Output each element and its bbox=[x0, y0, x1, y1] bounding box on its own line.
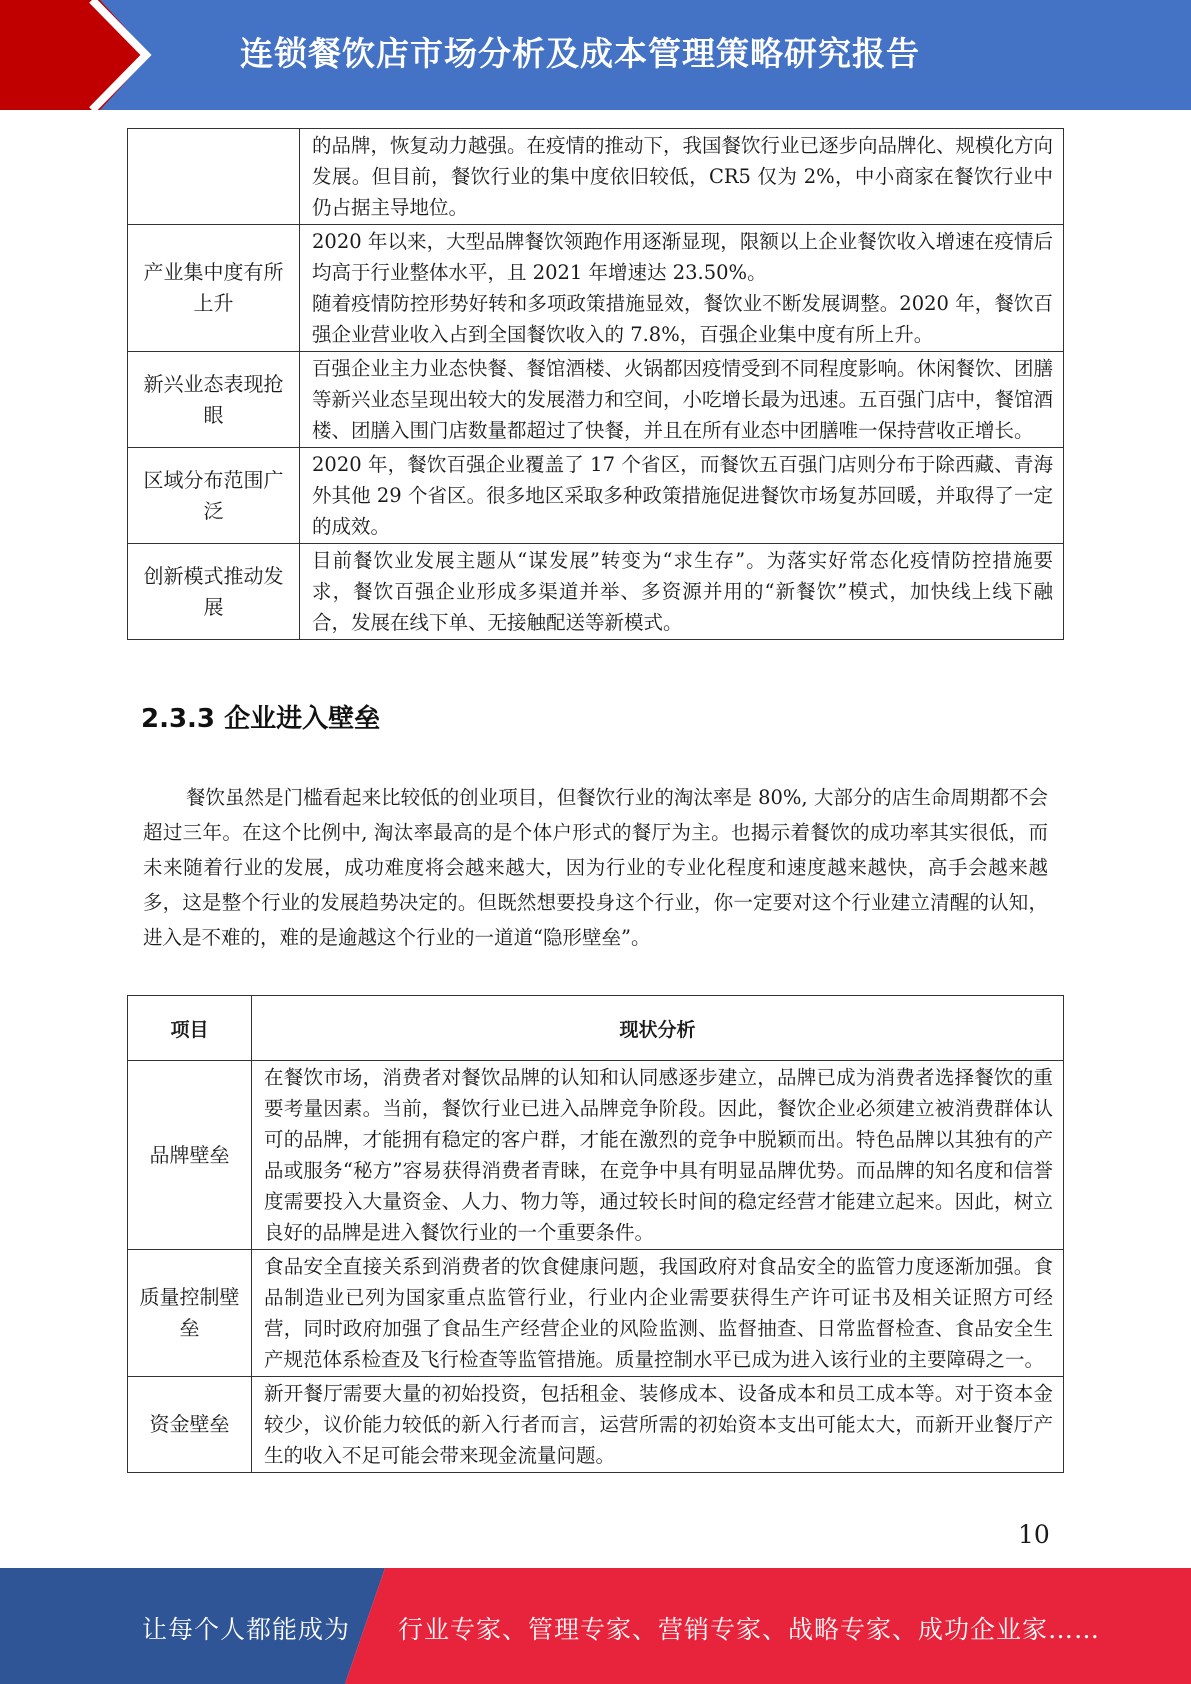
report-title: 连锁餐饮店市场分析及成本管理策略研究报告 bbox=[240, 34, 920, 73]
table-row bbox=[128, 352, 1064, 448]
table-row bbox=[128, 1377, 1064, 1473]
row-key: 产业集中度有所上升 bbox=[128, 225, 300, 352]
row-key: 新兴业态表现抢眼 bbox=[128, 352, 300, 448]
row-value: 的品牌，恢复动力越强。在疫情的推动下，我国餐饮行业已逐步向品牌化、规模化方向发展。但目前，餐饮行业的集中度依旧较低，CR5 仅为 2%，中小商家在餐饮行业中仍占据主导地位。 bbox=[300, 129, 1064, 225]
row-value-paragraph: 2020 年以来，大型品牌餐饮领跑作用逐渐显现，限额以上企业餐饮收入增速在疫情后均高于行业整体水平，且 2021 年增速达 23.50%。 bbox=[312, 230, 1053, 284]
row-key: 区域分布范围广泛 bbox=[128, 448, 300, 544]
row-value: 2020 年，餐饮百强企业覆盖了 17 个省区，而餐饮五百强门店则分布于除西藏、青海外其他 29 个省区。很多地区采取多种政策措施促进餐饮市场复苏回暖，并取得了一定的成效。 bbox=[300, 448, 1064, 544]
row-key: 创新模式推动发展 bbox=[128, 544, 300, 640]
industry-trends-table bbox=[127, 128, 1064, 640]
row-value bbox=[300, 225, 1064, 352]
row-value: 新开餐厅需要大量的初始投资，包括租金、装修成本、设备成本和员工成本等。对于资本金较少，议价能力较低的新入行者而言，运营所需的初始资本支出可能太大，而新开业餐厅产生的收入不足可能会带来现金流量问题。 bbox=[252, 1377, 1064, 1473]
section-heading: 2.3.3 企业进入壁垒 bbox=[141, 704, 381, 734]
table-header-row bbox=[128, 996, 1064, 1061]
page-header bbox=[0, 0, 1191, 110]
table-row bbox=[128, 448, 1064, 544]
table-row bbox=[128, 544, 1064, 640]
body-paragraph: 餐饮虽然是门槛看起来比较低的创业项目，但餐饮行业的淘汰率是 80%, 大部分的店生命周期都不会超过三年。在这个比例中, 淘汰率最高的是个体户形式的餐厅为主。也揭示着餐饮的成功率其实很低，而未来随着行业的发展，成功难度将会越来越大，因为行业的专业化程度和速度越来越快，高手会越来越多，这是整个行业的发展趋势决定的。但既然想要投身这个行业，你一定要对这个行业建立清醒的认知，进入是不难的，难的是逾越这个行业的一道道“隐形壁垒”。 bbox=[143, 786, 1048, 949]
page-footer bbox=[0, 1568, 1191, 1684]
table-row bbox=[128, 225, 1064, 352]
footer-slogan-left: 让每个人都能成为 bbox=[142, 1615, 351, 1644]
row-key: 品牌壁垒 bbox=[128, 1061, 252, 1250]
column-header-analysis: 现状分析 bbox=[252, 996, 1064, 1061]
entry-barriers-table bbox=[127, 995, 1064, 1473]
row-value: 目前餐饮业发展主题从“谋发展”转变为“求生存”。为落实好常态化疫情防控措施要求，餐饮百强企业形成多渠道并举、多资源并用的“新餐饮”模式，加快线上线下融合，发展在线下单、无接触配送等新模式。 bbox=[300, 544, 1064, 640]
row-key bbox=[128, 129, 300, 225]
table-row bbox=[128, 1061, 1064, 1250]
row-value-paragraph: 随着疫情防控形势好转和多项政策措施显效，餐饮业不断发展调整。2020 年，餐饮百强企业营业收入占到全国餐饮收入的 7.8%，百强企业集中度有所上升。 bbox=[312, 292, 1053, 346]
footer-slogan-right: 行业专家、管理专家、营销专家、战略专家、成功企业家…… bbox=[398, 1615, 1101, 1644]
row-key: 质量控制壁垒 bbox=[128, 1250, 252, 1377]
row-value: 在餐饮市场，消费者对餐饮品牌的认知和认同感逐步建立，品牌已成为消费者选择餐饮的重要考量因素。当前，餐饮行业已进入品牌竞争阶段。因此，餐饮企业必须建立被消费群体认可的品牌，才能拥有稳定的客户群，才能在激烈的竞争中脱颖而出。特色品牌以其独有的产品或服务“秘方”容易获得消费者青睐，在竞争中具有明显品牌优势。而品牌的知名度和信誉度需要投入大量资金、人力、物力等，通过较长时间的稳定经营才能建立起来。因此，树立良好的品牌是进入餐饮行业的一个重要条件。 bbox=[252, 1061, 1064, 1250]
row-value: 百强企业主力业态快餐、餐馆酒楼、火锅都因疫情受到不同程度影响。休闲餐饮、团膳等新兴业态呈现出较大的发展潜力和空间，小吃增长最为迅速。五百强门店中，餐馆酒楼、团膳入围门店数量都超过了快餐，并且在所有业态中团膳唯一保持营收正增长。 bbox=[300, 352, 1064, 448]
row-key: 资金壁垒 bbox=[128, 1377, 252, 1473]
page-number: 10 bbox=[1018, 1520, 1050, 1549]
column-header-item: 项目 bbox=[128, 996, 252, 1061]
table-row bbox=[128, 129, 1064, 225]
table-row bbox=[128, 1250, 1064, 1377]
row-value: 食品安全直接关系到消费者的饮食健康问题，我国政府对食品安全的监管力度逐渐加强。食品制造业已列为国家重点监管行业，行业内企业需要获得生产许可证书及相关证照方可经营，同时政府加强了食品生产经营企业的风险监测、监督抽查、日常监督检查、食品安全生产规范体系检查及飞行检查等监管措施。质量控制水平已成为进入该行业的主要障碍之一。 bbox=[252, 1250, 1064, 1377]
